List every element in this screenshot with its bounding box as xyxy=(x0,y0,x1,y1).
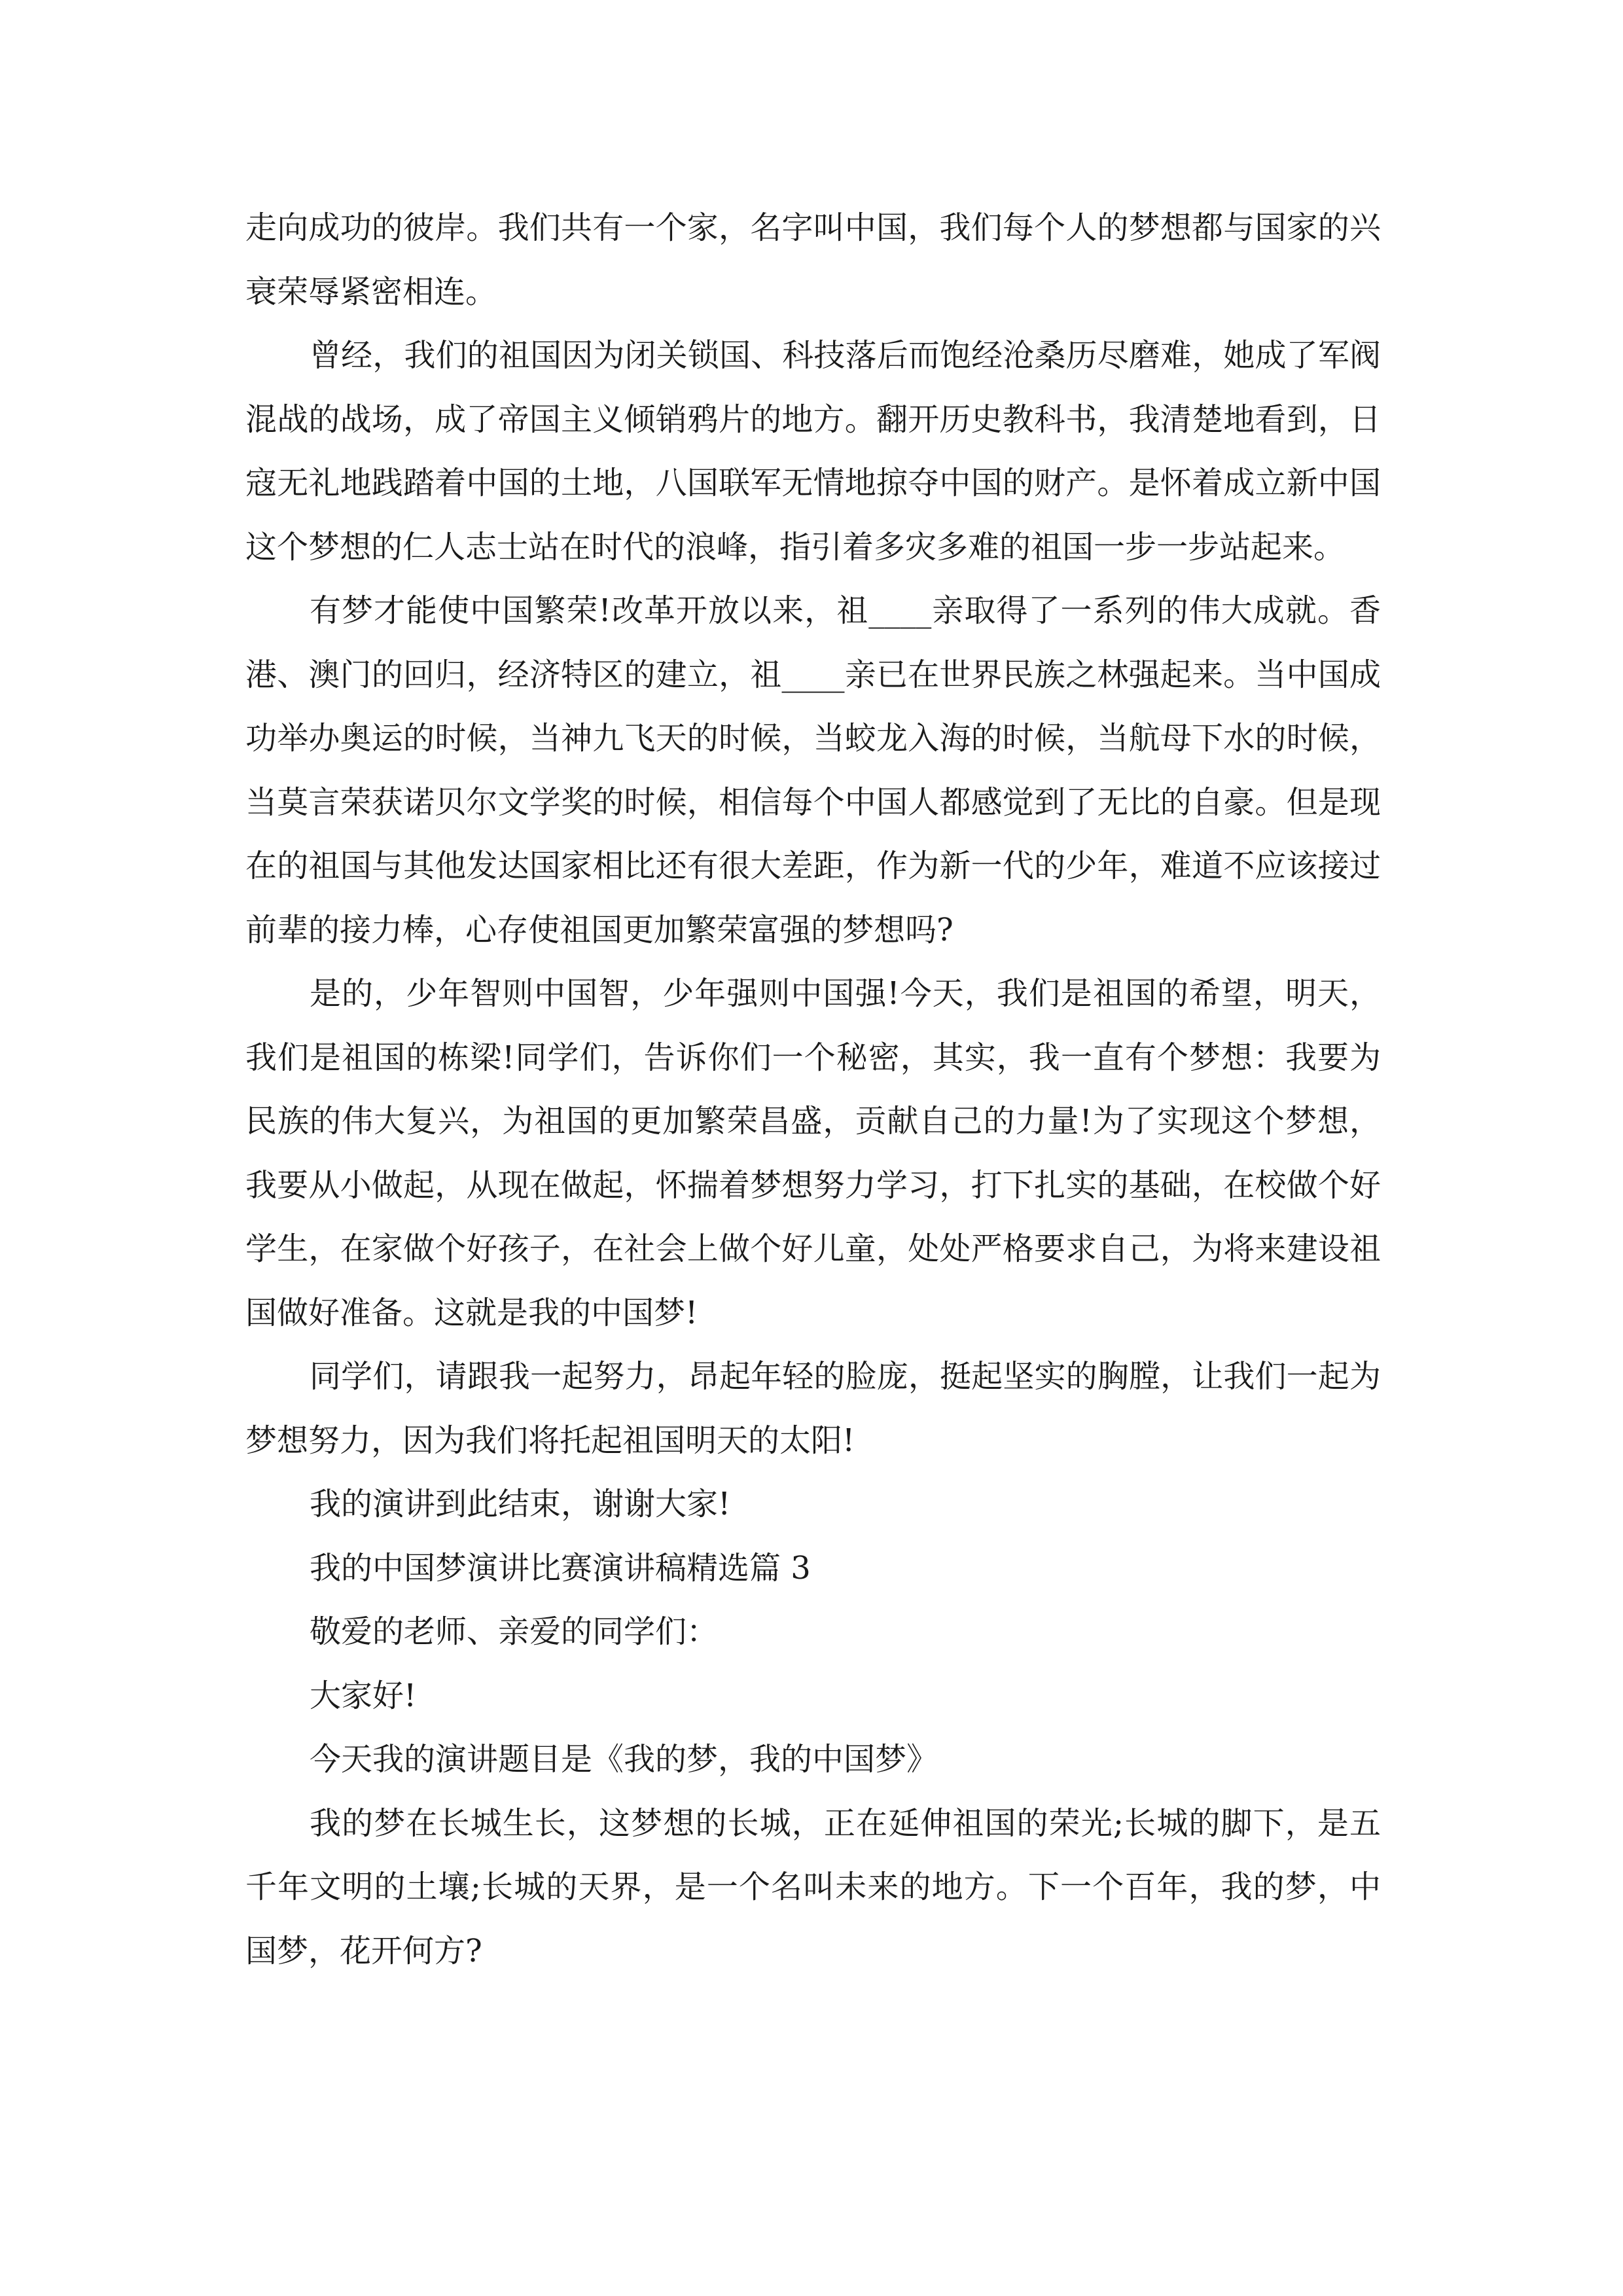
paragraph-continuation: 走向成功的彼岸。我们共有一个家，名字叫中国，我们每个人的梦想都与国家的兴衰荣辱紧密相连。 xyxy=(245,209,1381,310)
section-heading: 我的中国梦演讲比赛演讲稿精选篇 3 xyxy=(310,1549,811,1587)
paragraph-history: 曾经，我们的祖国因为闭关锁国、科技落后而饱经沧桑历尽磨难，她成了军阀混战的战场，成了帝国主义倾销鸦片的地方。翻开历史教科书，我清楚地看到，日寇无礼地践踏着中国的土地，八国联军无情地掠夺中国的财产。是怀着成立新中国这个梦想的仁人志士站在时代的浪峰，指引着多灾多难的祖国一步一步站起来。 xyxy=(245,337,1381,565)
paragraph-prosperity: 有梦才能使中国繁荣!改革开放以来，祖____亲取得了一系列的伟大成就。香港、澳门的回归，经济特区的建立，祖____亲已在世界民族之林强起来。当中国成功举办奥运的时候，当神九飞天的时候，当蛟龙入海的时候，当航母下水的时候，当莫言荣获诺贝尔文学奖的时候，相信每个中国人都感觉到了无比的自豪。但是现在的祖国与其他发达国家相比还有很大差距，作为新一代的少年，难道不应该接过前辈的接力棒，心存使祖国更加繁荣富强的梦想吗? xyxy=(245,592,1381,948)
document-body xyxy=(245,196,1381,1983)
speech-topic: 今天我的演讲题目是《我的梦，我的中国梦》 xyxy=(310,1741,938,1778)
salutation: 敬爱的老师、亲爱的同学们： xyxy=(310,1613,719,1650)
paragraph-call-to-action: 同学们，请跟我一起努力，昂起年轻的脸庞，挺起坚实的胸膛，让我们一起为梦想努力，因为我们将托起祖国明天的太阳! xyxy=(245,1358,1381,1459)
paragraph-closing: 我的演讲到此结束，谢谢大家! xyxy=(310,1486,731,1522)
paragraph-great-wall: 我的梦在长城生长，这梦想的长城，正在延伸祖国的荣光;长城的脚下，是五千年文明的土壤;长城的天界，是一个名叫未来的地方。下一个百年，我的梦，中国梦，花开何方? xyxy=(245,1804,1381,1969)
paragraph-youth-dream: 是的，少年智则中国智，少年强则中国强!今天，我们是祖国的希望，明天，我们是祖国的栋梁!同学们，告诉你们一个秘密，其实，我一直有个梦想：我要为民族的伟大复兴，为祖国的更加繁荣昌盛，贡献自己的力量!为了实现这个梦想，我要从小做起，从现在做起，怀揣着梦想努力学习，打下扎实的基础，在校做个好学生，在家做个好孩子，在社会上做个好儿童，处处严格要求自己，为将来建设祖国做好准备。这就是我的中国梦! xyxy=(245,975,1381,1331)
greeting: 大家好! xyxy=(310,1677,417,1714)
